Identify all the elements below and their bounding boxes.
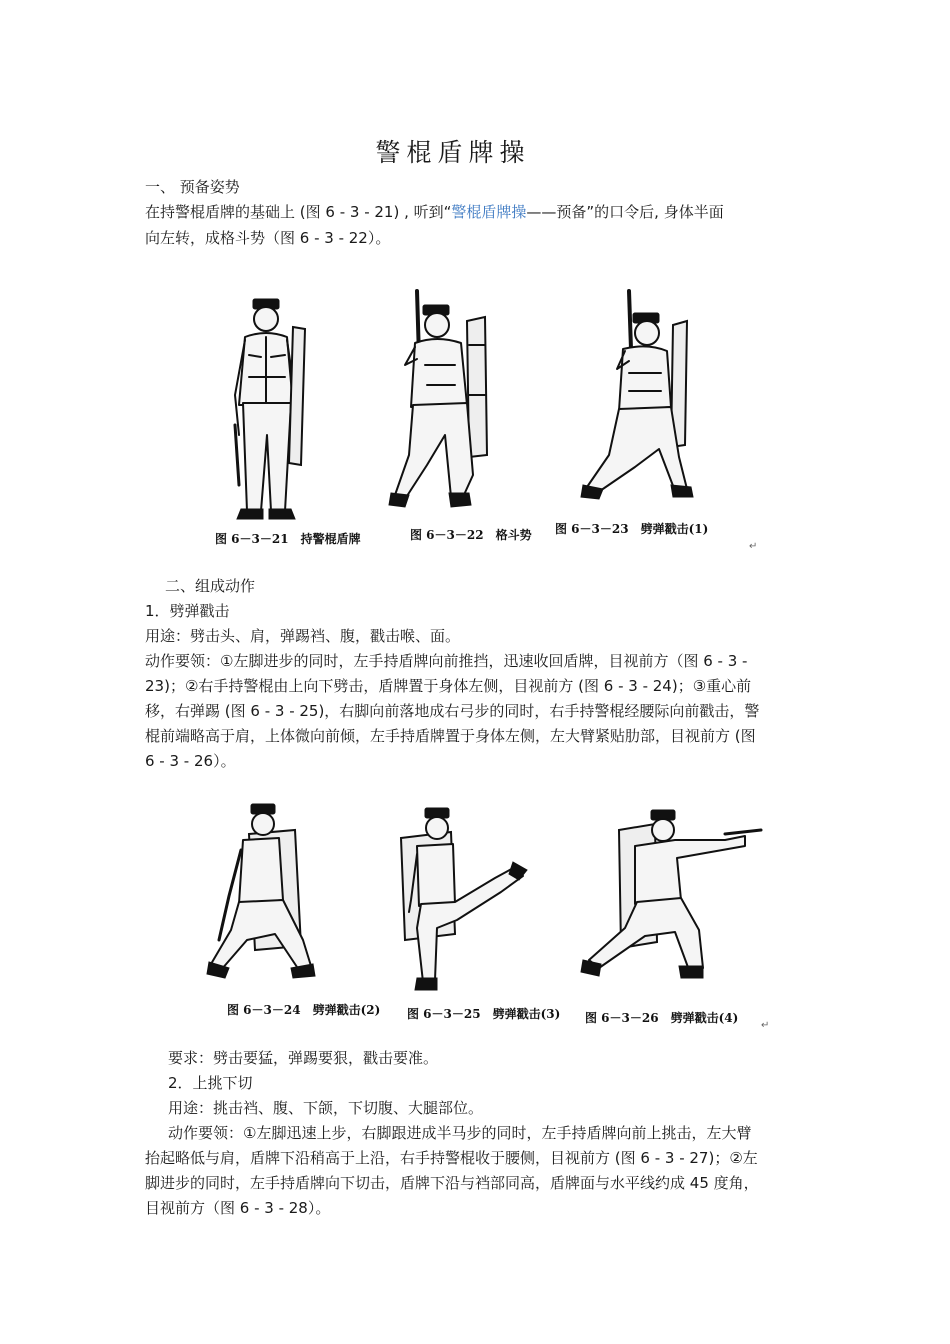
section-heading-components: 二、组成动作 — [165, 577, 256, 595]
item1-line-4: 棍前端略高于肩，上体微向前倾，左手持盾牌置于身体左侧，左大臂紧贴肋部，目视前方 (图 — [145, 727, 756, 745]
item2-line-1: 动作要领：①左脚迅速上步，右脚跟进成半马步的同时，左手持盾牌向前上挑击，左大臂 — [168, 1124, 752, 1142]
caption-fig-6-3-25: 图 6－3－25 劈弹戳击(3) — [407, 1007, 561, 1021]
caption-fig-6-3-22: 图 6－3－22 格斗势 — [410, 528, 532, 542]
item1-line-5: 6 - 3 - 26）。 — [145, 752, 236, 770]
figure-standing-illustration — [235, 299, 305, 519]
figure-kick-illustration — [401, 808, 527, 990]
item2-line-3: 脚进步的同时，左手持盾牌向下切击，盾牌下沿与裆部同高，盾牌面与水平线约成 45 度角， — [145, 1174, 759, 1192]
item1-line-1: 动作要领：①左脚进步的同时，左手持盾牌向前推挡，迅速收回盾牌，目视前方（图 6 - 3 - — [145, 652, 748, 670]
item2-heading: 2．上挑下切 — [168, 1074, 253, 1092]
para1-line1 — [145, 200, 815, 224]
paragraph-return-mark: ↵ — [749, 541, 758, 552]
requirement-text: 要求：劈击要猛，弹踢要狠，戳击要准。 — [168, 1049, 439, 1067]
paragraph-return-mark-2: ↵ — [761, 1020, 770, 1031]
page-title: 警棍盾牌操 — [375, 138, 531, 167]
caption-fig-6-3-21: 图 6－3－21 持警棍盾牌 — [215, 532, 361, 546]
figure-strike-1-illustration — [581, 291, 693, 499]
figure-row-1 — [205, 285, 765, 555]
caption-fig-6-3-23: 图 6－3－23 劈弹戳击(1) — [555, 522, 709, 536]
inline-link[interactable]: 警棍盾牌操 — [451, 203, 527, 221]
item1-line-2: 23)；②右手持警棍由上向下劈击，盾牌置于身体左侧，目视前方 (图 6 - 3 - 24)；③重心前 — [145, 677, 752, 695]
figure-fighting-stance-illustration — [389, 291, 487, 507]
figure-row-2 — [205, 800, 775, 1035]
item2-line-4: 目视前方（图 6 - 3 - 28）。 — [145, 1199, 331, 1217]
caption-fig-6-3-24: 图 6－3－24 劈弹戳击(2) — [227, 1003, 381, 1017]
item2-use: 用途：挑击裆、腹、下颌，下切腹、大腿部位。 — [168, 1099, 484, 1117]
item1-line-3: 移，右弹踢 (图 6 - 3 - 25)，右脚向前落地成右弓步的同时，右手持警棍经腰际向前戳击，警 — [145, 702, 760, 720]
figure-thrust-illustration — [581, 810, 761, 978]
para1-line2: 向左转，成格斗势（图 6 - 3 - 22）。 — [145, 229, 391, 247]
para1-text-a: 在持警棍盾牌的基础上 (图 6 - 3 - 21) , 听到“ — [145, 203, 452, 221]
figure-strike-2-illustration — [207, 804, 315, 978]
item2-line-2: 抬起略低与肩，盾牌下沿稍高于上沿，右手持警棍收于腰侧，目视前方 (图 6 - 3 - 27)；②左 — [145, 1149, 758, 1167]
item1-heading: 1．劈弹戳击 — [145, 602, 230, 620]
section-heading-prep: 一、 预备姿势 — [145, 178, 240, 196]
caption-fig-6-3-26: 图 6－3－26 劈弹戳击(4) — [585, 1011, 739, 1025]
item1-use: 用途：劈击头、肩，弹踢裆、腹，戳击喉、面。 — [145, 627, 461, 645]
para1-text-b: ——预备”的口令后, 身体半面 — [526, 203, 724, 221]
